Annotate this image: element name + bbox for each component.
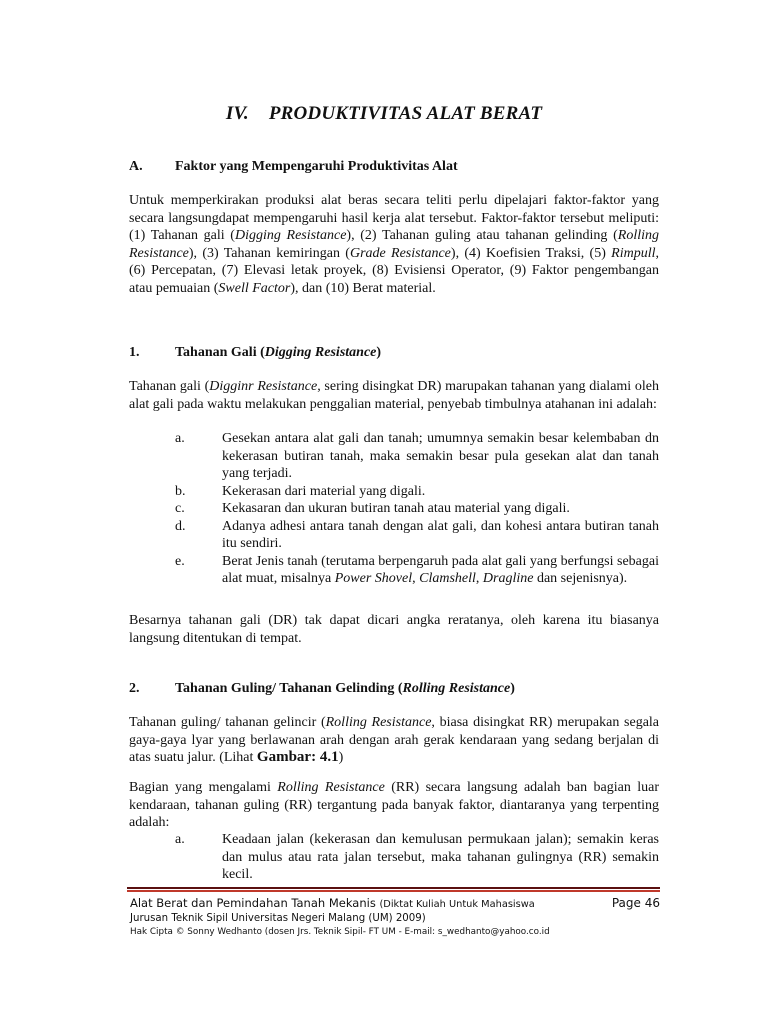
intro-paragraph: [129, 192, 659, 297]
list-text: [222, 553, 659, 588]
s1-text-b: , sering disingkat DR) marupakan tahanan yang dialami oleh alat gali pada waktu melakukan penggalian material, penyebab timbulnya atahanan ini adalah:: [129, 379, 660, 412]
list-label: a.: [175, 431, 185, 446]
chapter-title-text: PRODUKTIVITAS ALAT BERAT: [268, 103, 543, 124]
footer-copyright: Hak Cipta © Sonny Wedhanto (dosen Jrs. Teknik Sipil- FT UM - E-mail: s_wedhanto@yahoo.co.id: [130, 927, 550, 937]
list-item: [129, 500, 659, 518]
s1-term: Digginr Resistance: [209, 379, 318, 394]
figure-reference: Gambar: 4.1: [256, 749, 339, 765]
chapter-number: IV.: [225, 103, 249, 124]
list-item: [129, 831, 659, 884]
s2-term: Rolling Resistance: [325, 715, 432, 730]
section-2-paragraph-2: [129, 779, 659, 832]
section-2-paragraph-1: [129, 714, 659, 767]
intro-text-4: ), (4) Koefisien Traksi, (5): [450, 245, 612, 261]
item-e-text-1: Berat Jenis tanah (terutama berpengaruh pada alat gali yang berfungsi sebagai alat muat, misalnya: [222, 553, 659, 586]
item-e-text-3: ,: [475, 571, 483, 586]
intro-term-1: Digging Resistance: [234, 228, 347, 243]
footer-line-2: Jurusan Teknik Sipil Universitas Negeri Malang (UM) 2009): [130, 913, 426, 924]
item-e-term-3: Dragline: [482, 571, 534, 586]
section-1-title-end: ): [376, 345, 382, 360]
list-item: [129, 483, 659, 501]
intro-term-3: Grade Resistance: [349, 245, 451, 261]
s1-text-a: Tahanan gali (: [129, 379, 210, 394]
s2-text-a: Tahanan guling/ tahanan gelincir (: [129, 715, 326, 730]
intro-text-6: ), dan (10) Berat material.: [290, 280, 436, 296]
section-2-title: Tahanan Guling/ Tahanan Gelinding (: [175, 681, 403, 696]
list-text: Kekasaran dan ukuran butiran tanah atau material yang digali.: [222, 501, 570, 516]
intro-text-2: ), (2) Tahanan guling atau tahanan gelinding (: [346, 228, 618, 243]
list-text: Gesekan antara alat gali dan tanah; umumnya semakin besar kelembaban dn kekerasan butiran tanah, maka semakin besar pula gesekan alat dan tanah yang terjadi.: [222, 431, 659, 481]
s2p2-text-a: Bagian yang mengalami: [129, 780, 278, 795]
list-text: Kekerasan dari material yang digali.: [222, 483, 426, 499]
item-e-text-2: ,: [412, 571, 420, 586]
s2-text-c: ): [338, 750, 344, 765]
list-text: Adanya adhesi antara tanah dengan alat gali, dan kohesi antara butiran tanah itu sendiri.: [222, 518, 659, 551]
list-label: d.: [175, 518, 186, 534]
footer-book-subtitle: (Diktat Kuliah Untuk Mahasiswa: [379, 899, 535, 910]
section-2-title-end: ): [510, 681, 515, 696]
list-item: [129, 553, 659, 588]
item-e-term-2: Clamshell: [419, 571, 476, 586]
footer-rule-red: [127, 890, 660, 892]
section-1-title: Tahanan Gali (: [175, 345, 265, 360]
footer-rule-dark: [127, 887, 660, 889]
section-2-number: 2.: [129, 681, 140, 696]
list-label: a.: [175, 832, 185, 847]
list-label: e.: [175, 553, 185, 569]
page-number: Page 46: [611, 896, 660, 910]
section-1-number: 1.: [129, 345, 140, 360]
section-1-title-term: Digging Resistance: [264, 345, 377, 360]
list-label: c.: [175, 501, 185, 516]
intro-term-2: Rolling Resistance: [129, 228, 659, 261]
s2-text-b: , biasa disingkat RR) merupakan segala gaya-gaya lyar yang berlawanan arah dengan arah gerak kendaraan yang sedang berjalan di atas suatu jalur. (Lihat: [129, 715, 660, 765]
section-a-number: A.: [129, 159, 143, 174]
s2p2-term: Rolling Resistance: [277, 780, 385, 795]
section-2-heading: [129, 681, 515, 697]
intro-text-3: ), (3) Tahanan kemiringan (: [188, 245, 350, 261]
list-label: b.: [175, 483, 186, 499]
section-2-list: [129, 831, 659, 884]
intro-text-1: Untuk memperkirakan produksi alat beras secara teliti perlu dipelajari faktor-faktor yang secara langsungdapat mempengaruhi hasil kerja alat tersebut. Faktor-faktor tersebut meliputi: (1) Tahanan gali (: [129, 193, 659, 243]
footer-book-title: Alat Berat dan Pemindahan Tanah Mekanis: [130, 896, 380, 910]
section-1-heading: [129, 345, 381, 361]
section-2-title-term: Rolling Resistance: [402, 681, 511, 696]
intro-term-4: Rimpull: [611, 245, 656, 261]
item-e-term-1: Power Shovel: [334, 571, 413, 586]
intro-term-5: Swell Factor: [218, 280, 291, 296]
section-a-title: Faktor yang Mempengaruhi Produktivitas Alat: [175, 159, 458, 174]
chapter-title: [0, 103, 768, 125]
item-e-text-4: dan sejenisnya).: [533, 571, 628, 586]
section-a-heading: [129, 159, 458, 175]
section-1-list: [129, 430, 659, 588]
section-1-closing: Besarnya tahanan gali (DR) tak dapat dicari angka reratanya, oleh karena itu biasanya langsung ditentukan di tempat.: [129, 613, 659, 646]
intro-text-5: , (6) Percepatan, (7) Elevasi letak proyek, (8) Evisiensi Operator, (9) Faktor pengembangan atau pemuaian (: [129, 245, 660, 296]
list-item: [129, 430, 659, 483]
footer-line-1: [130, 896, 660, 910]
list-item: [129, 518, 659, 553]
list-text: Keadaan jalan (kekerasan dan kemulusan permukaan jalan); semakin keras dan mulus atau rata jalan tersebut, maka tahanan gulingnya (RR) semakin kecil.: [222, 832, 659, 882]
section-1-paragraph: [129, 378, 659, 413]
s2p2-text-b: (RR) secara langsung adalah ban bagian luar kendaraan, tahanan guling (RR) tergantung pada banyak faktor, diantaranya yang terpenting adalah:: [129, 780, 659, 830]
